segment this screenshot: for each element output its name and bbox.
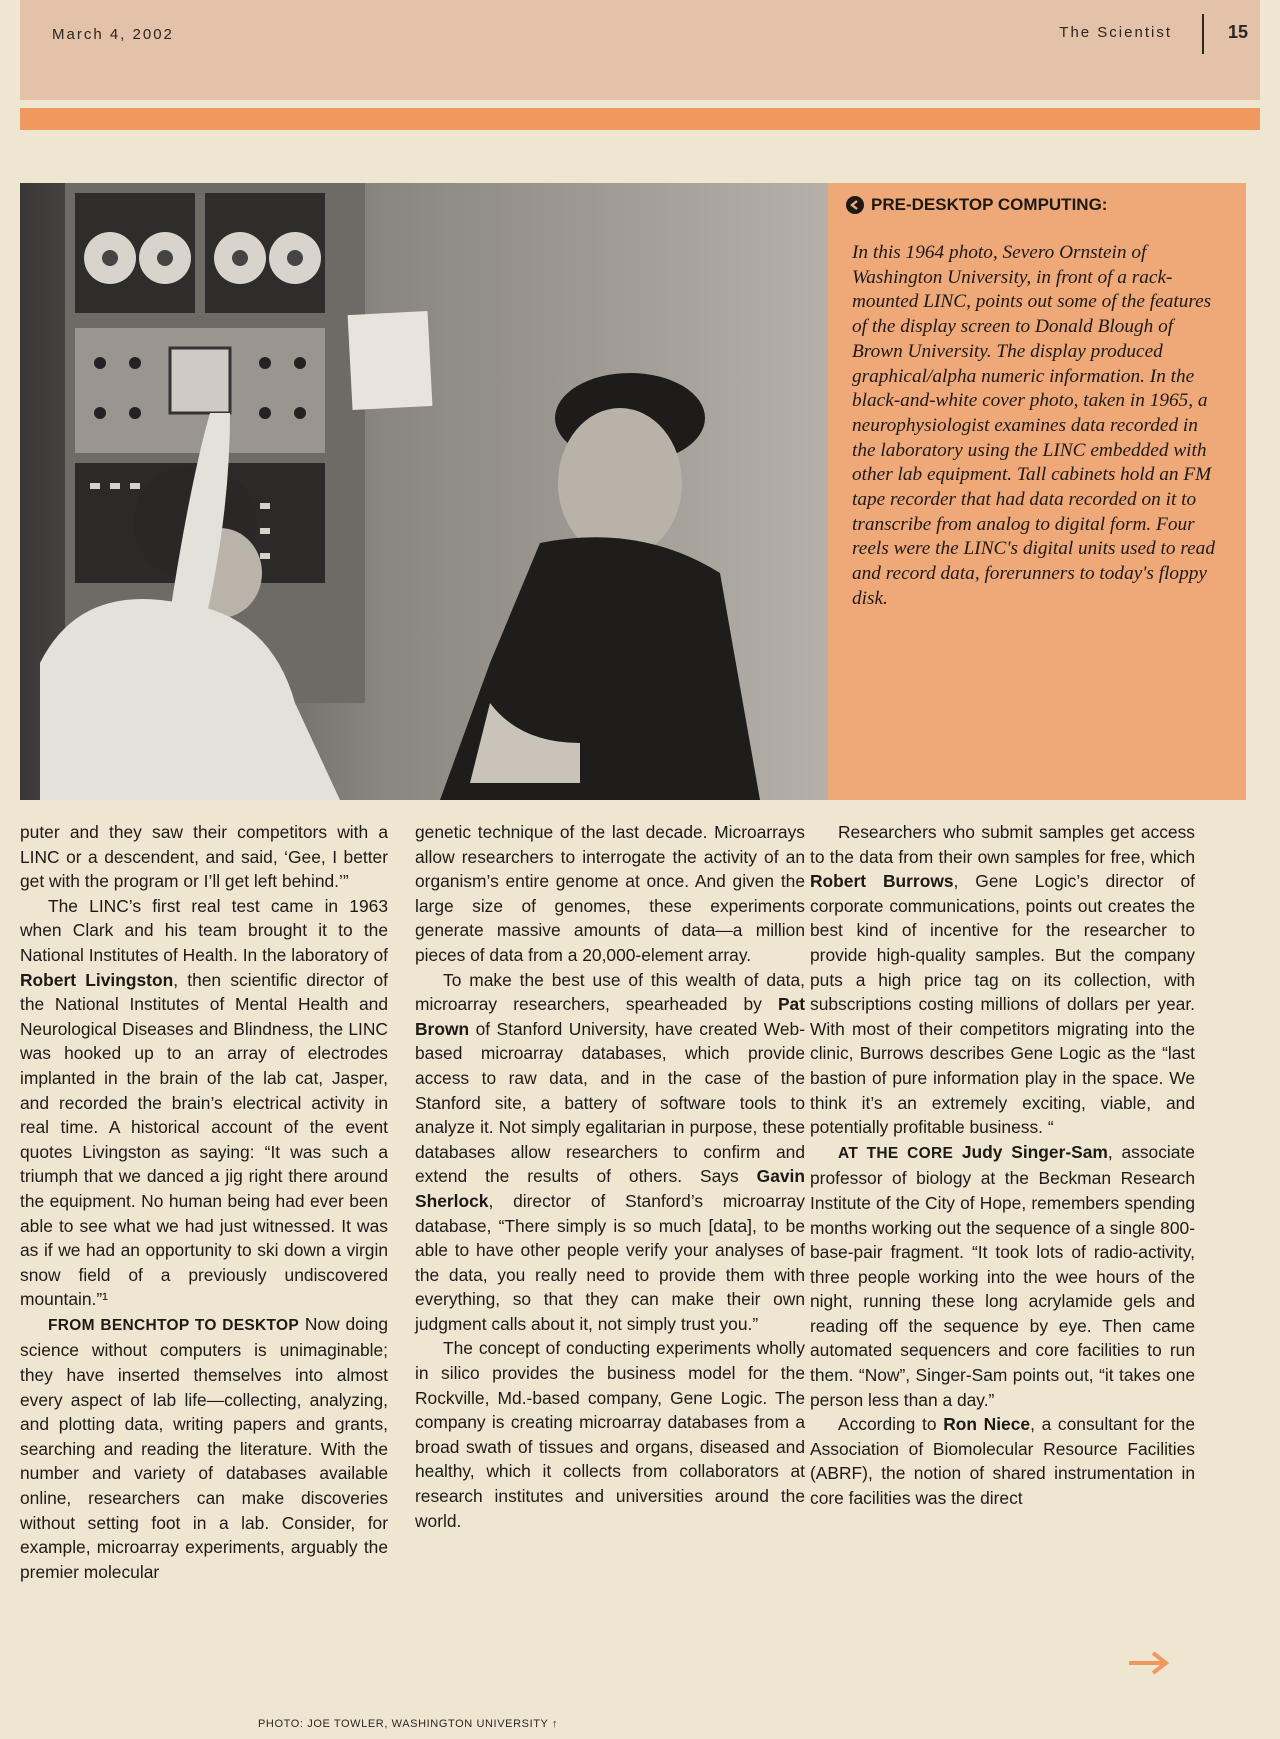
person-name: Judy Singer-Sam [961, 1141, 1108, 1162]
person-name: Pat Brown [415, 994, 805, 1039]
paragraph: genetic technique of the last decade. Microarrays allow researchers to interrogate the activity of an organism’s entire genome at once. And given the large size of genomes, these experiments generate massive amounts of data—a million pieces of data from a 20,000-element array. [415, 822, 805, 965]
photo-caption-box [828, 183, 1246, 800]
page-header [20, 0, 1260, 100]
article-body [20, 820, 1196, 1700]
linc-photo [20, 183, 828, 800]
header-orange-rule [20, 108, 1260, 130]
paragraph: AT THE CORE Judy Singer-Sam, associate professor of biology at the Beckman Research Institute of the City of Hope, remembers spending months working out the sequence of a single 800-base-pair fragment. “It took lots of radio-activity, three people working into the wee hours of the night, running these long acrylamide gels and reading off the sequence by eye. Then came automated sequencers and core facilities to run them. “Now”, Singer-Sam points out, “it takes one person less than a day.” [810, 1141, 1195, 1410]
paragraph: Researchers who submit samples get access to the data from their own samples for free, which Robert Burrows, Gene Logic’s director of corporate communications, points out creates the best kind of incentive for the researcher to provide high-quality samples. But the company puts a high price tag on its collection, with subscriptions costing millions of dollars per year. With most of their competitors migrating into the clinic, Burrows describes Gene Logic as the “last bastion of pure information play in the space. We think it’s an extremely exciting, viable, and potentially profitable business. “ [810, 822, 1195, 1138]
caption-heading-text: PRE-DESKTOP COMPUTING: [871, 195, 1108, 214]
section-kicker: FROM BENCHTOP TO DESKTOP [48, 1316, 300, 1334]
caption-heading [846, 195, 1220, 215]
right-arrow-icon [1127, 1650, 1171, 1676]
paragraph: To make the best use of this wealth of data, microarray researchers, spearheaded by Pat Brown of Stanford University, have created Web-based microarray databases, which provide access to raw data, and in the case of the Stanford site, a battery of software tools to analyze it. Not simply egalitarian in purpose, these databases allow researchers to confirm and extend the results of others. Says Gavin Sherlock, director of Stanford’s microarray database, “There simply is so much [data], to be able to have other people verify your analyses of the data, you really need to provide them with everything, so that they can make their own judgment calls about it, not simply trust you.” [415, 969, 805, 1334]
article-column-1 [20, 820, 388, 1584]
article-column-2 [415, 820, 805, 1533]
circle-left-arrow-icon [846, 196, 864, 214]
caption-body: In this 1964 photo, Severo Ornstein of Washington University, in front of a rack-mounted LINC, points out some of the features of the display screen to Donald Blough of Brown University. The display produced graphical/alpha numeric information. In the black-and-white cover photo, taken in 1965, a neurophysiologist examines data recorded in the laboratory using the LINC embedded with other lab equipment. Tall cabinets hold an FM tape recorder that had data recorded on it to transcribe from analog to digital form. Four reels were the LINC's digital units used to read and record data, forerunners to today's floppy disk. [852, 242, 1215, 609]
article-column-3 [810, 820, 1195, 1511]
up-arrow-icon: ↑ [551, 1718, 559, 1730]
paragraph: puter and they saw their competitors with a LINC or a descendent, and said, ‘Gee, I better get with the program or I’ll get left behind.’” [20, 822, 388, 892]
header-divider [1202, 14, 1204, 54]
person-name: Robert Livingston [20, 969, 174, 990]
paragraph: The LINC’s first real test came in 1963 when Clark and his team brought it to the National Institutes of Health. In the laboratory of Robert Livingston, then scientific director of the National Institutes of Mental Health and Neurological Diseases and Blindness, the LINC was hooked up to an array of electrodes implanted in the brain of the lab cat, Jasper, and recorded the brain’s electrical activity in real time. A historical account of the event quotes Livingston as saying: “It was such a triumph that we danced a jig right there around the equipment. No human being had ever been able to see what we had just witnessed. It was as if we had an opportunity to ski down a virgin snow field of a previously undiscovered mountain.”¹ [20, 895, 388, 1310]
paragraph: According to Ron Niece, a consultant for the Association of Biomolecular Resource Facilities (ABRF), the notion of shared instrumentation in core facilities was the direct [810, 1414, 1196, 1509]
paragraph: The concept of conducting experiments wholly in silico provides the business model for the Rockville, Md.-based company, Gene Logic. The company is creating microarray databases from a broad swath of tissues and organs, diseased and healthy, which it collects from collaborators at research institutes and universities around the world. [415, 1338, 805, 1531]
issue-date: March 4, 2002 [52, 26, 174, 43]
person-name: Ron Niece [943, 1414, 1031, 1435]
page-number: 15 [1227, 22, 1248, 42]
section-kicker: AT THE CORE [838, 1144, 954, 1162]
person-name: Robert Burrows [810, 871, 954, 892]
publication-name: The Scientist [1059, 24, 1172, 41]
photo-credit: PHOTO: JOE TOWLER, WASHINGTON UNIVERSITY ↑ [258, 1718, 559, 1730]
paragraph: FROM BENCHTOP TO DESKTOP Now doing science without computers is unimaginable; they have inserted themselves into almost every aspect of lab life—collecting, analyzing, and plotting data, writing papers and grants, searching and reading the literature. With the number and variety of databases available online, researchers can make discoveries without setting foot in a lab. Consider, for example, microarray experiments, arguably the premier molecular [20, 1313, 388, 1582]
person-name: Gavin Sherlock [415, 1166, 805, 1211]
